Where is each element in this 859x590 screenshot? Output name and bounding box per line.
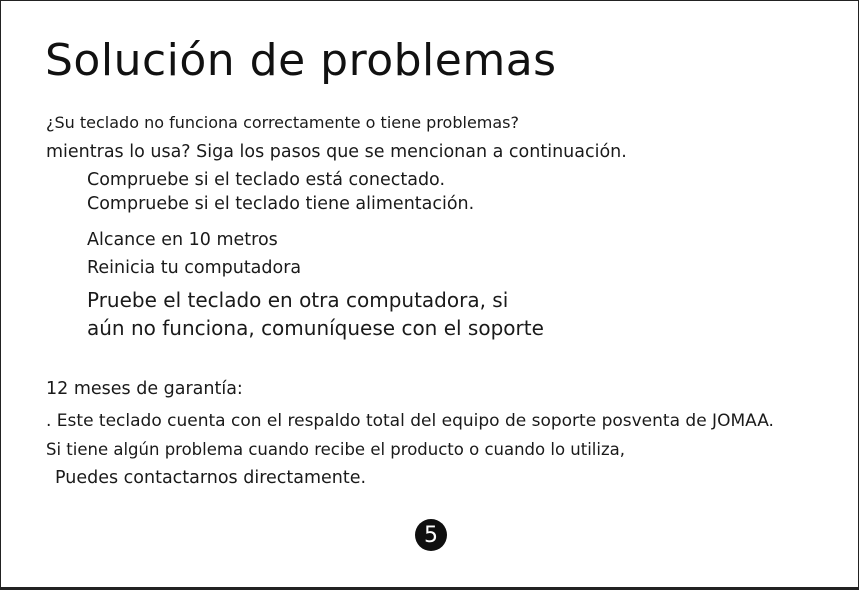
intro-line-1: ¿Su teclado no funciona correctamente o tiene problemas?: [46, 113, 520, 132]
step-contact-support: aún no funciona, comuníquese con el soporte: [87, 316, 544, 340]
page-number-badge: [415, 519, 447, 551]
warranty-line-3: Puedes contactarnos directamente.: [55, 468, 367, 488]
step-check-power: Compruebe si el teclado tiene alimentación.: [87, 194, 475, 214]
warranty-line-1: . Este teclado cuenta con el respaldo total del equipo de soporte posventa de JOMAA.: [46, 411, 774, 431]
page-number: 5: [424, 522, 438, 548]
step-restart-computer: Reinicia tu computadora: [87, 258, 302, 278]
step-range: Alcance en 10 metros: [87, 230, 278, 250]
step-try-other-computer: Pruebe el teclado en otra computadora, si: [87, 288, 509, 312]
step-check-connected: Compruebe si el teclado está conectado.: [87, 170, 446, 190]
warranty-heading: 12 meses de garantía:: [46, 379, 243, 399]
intro-line-2: mientras lo usa? Siga los pasos que se mencionan a continuación.: [46, 142, 627, 162]
warranty-line-2: Si tiene algún problema cuando recibe el producto o cuando lo utiliza,: [46, 440, 625, 459]
page-title: Solución de problemas: [45, 35, 557, 86]
